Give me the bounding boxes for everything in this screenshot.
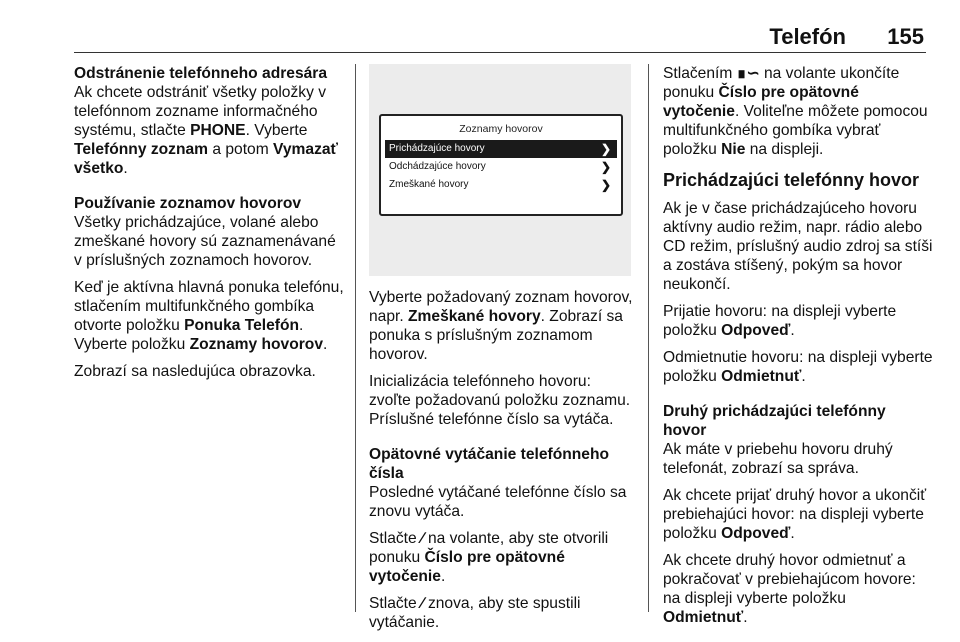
paragraph: Ak máte v priebehu hovoru druhý telefonát, zobrazí sa správa. — [663, 441, 893, 477]
paragraph: Prijatie hovoru: na displeji vyberte položku Odpoveď. — [663, 303, 897, 339]
paragraph: Keď je aktívna hlavná ponuka telefónu, stlačením multifunkčného gombíka otvorte položku Ponuka Telefón. Vyberte položku Zoznamy hovorov. — [74, 279, 344, 353]
column-right — [663, 64, 933, 635]
phone-handset-icon: ∕ — [421, 530, 424, 547]
heading-second-call: Druhý prichádzajúci telefónny hovor — [663, 403, 886, 439]
paragraph: Ak chcete druhý hovor odmietnuť a pokračovať v prebiehajúcom hovore: na displeji vyberte položku Odmietnuť. — [663, 552, 916, 626]
page-title: Telefón — [769, 24, 846, 49]
chevron-right-icon: ❯ — [600, 160, 611, 174]
paragraph: Stlačte ∕ na volante, aby ste otvorili ponuku Číslo pre opätovné vytočenie. — [369, 530, 609, 585]
column-divider — [648, 64, 649, 612]
display-illustration — [369, 64, 631, 276]
column-divider — [355, 64, 356, 612]
column-left — [74, 64, 346, 389]
header-rule — [74, 52, 926, 53]
heading-call-lists: Používanie zoznamov hovorov — [74, 195, 302, 212]
column-middle — [369, 64, 633, 640]
paragraph: Ak chcete odstrániť všetky položky v telefónnom zozname informačného systému, stlačte PHONE. Vyberte Telefónny zoznam a potom Vymazať všetko. — [74, 84, 339, 177]
paragraph: Inicializácia telefónneho hovoru: zvoľte požadovanú položku zoznamu. Príslušné telefónne číslo sa vytáča. — [369, 373, 631, 428]
paragraph: Ak je v čase prichádzajúceho hovoru aktívny audio režim, napr. rádio alebo CD režim, príslušný audio zdroj sa stíši a zostáva stíšený, pokým sa hovor neukončí. — [663, 200, 933, 293]
display-item-missed: Zmeškané hovory ❯ — [389, 178, 611, 192]
paragraph: Všetky prichádzajúce, volané alebo zmeškané hovory sú zaznamenávané v príslušných zoznamoch hovorov. — [74, 214, 336, 269]
chevron-right-icon: ❯ — [600, 178, 611, 192]
paragraph: Zobrazí sa nasledujúca obrazovka. — [74, 363, 316, 380]
heading-redial: Opätovné vytáčanie telefónneho čísla — [369, 446, 610, 482]
paragraph: Stlačte ∕ znova, aby ste spustili vytáčanie. — [369, 595, 581, 631]
page-header — [74, 22, 926, 52]
paragraph: Odmietnutie hovoru: na displeji vyberte položku Odmietnuť. — [663, 349, 933, 385]
page-number: 155 — [887, 24, 924, 49]
display-item-outgoing: Odchádzajúce hovory ❯ — [389, 160, 611, 174]
chevron-right-icon: ❯ — [600, 142, 611, 156]
paragraph: Posledné vytáčané telefónne číslo sa znovu vytáča. — [369, 484, 627, 520]
paragraph: Ak chcete prijať druhý hovor a ukončiť prebiehajúci hovor: na displeji vyberte položku Odpoveď. — [663, 487, 927, 542]
display-item-incoming: Prichádzajúce hovory ❯ — [385, 140, 617, 158]
display-screen — [379, 114, 623, 216]
heading-remove-phonebook: Odstránenie telefónneho adresára — [74, 65, 328, 82]
display-title: Zoznamy hovorov — [459, 123, 543, 135]
paragraph: Vyberte požadovaný zoznam hovorov, napr. Zmeškané hovory. Zobrazí sa ponuka s príslušným zoznamom hovorov. — [369, 289, 633, 363]
phone-handset-icon: ∕ — [421, 595, 424, 612]
heading-incoming-call: Prichádzajúci telefónny hovor — [663, 170, 920, 190]
mute-hangup-icon: ∎∽ — [736, 65, 760, 82]
paragraph: Stlačením ∎∽ na volante ukončíte ponuku Číslo pre opätovné vytočenie. Voliteľne môžete pomocou multifunkčného gombíka vybrať položku Nie na displeji. — [663, 65, 928, 158]
